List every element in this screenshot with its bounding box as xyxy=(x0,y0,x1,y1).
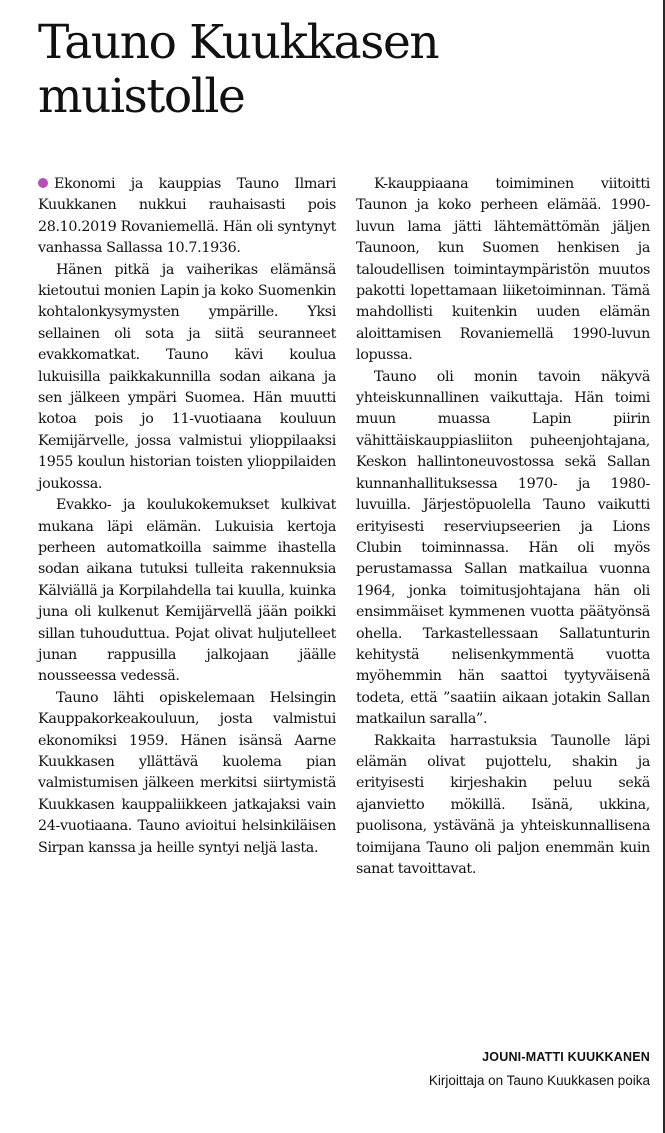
article-paragraph: Hänen pitkä ja vaiherikas elämänsä kietoutui monien Lapin ja koko Suomenkin kohtalonkysymysten ympärille. Yksi sellainen oli sota ja siitä seuranneet evakkomatkat. Tauno kävi koulua lukuisilla paikkakunnilla sodan aikana ja sen jälkeen ympäri Suomea. Hän muutti kotoa pois jo 11-vuotiaana kouluun Kemijärvelle, jossa valmistui ylioppilaaksi 1955 koulun historian toisten ylioppilaiden joukossa. xyxy=(38,261,336,492)
article-paragraph: Tauno oli monin tavoin näkyvä yhteiskunnallinen vaikuttaja. Hän toimi muun muassa Lapin piirin vähittäiskauppiasliiton puheenjohtajana, Keskon hallintoneuvostossa sekä Sallan kunnanhallituksessa 1970- ja 1980-luvuilla. Järjestöpuolella Tauno vaikutti erityisesti reserviupseerien ja Lions Clubin toiminnassa. Hän oli myös perustamassa Sallan matkailua vuonna 1964, jonka toimitusjohtajana hän oli ensimmäiset kymmenen vuotta päätyönsä ohella. Tarkastellessaan Sallatunturin kehitystä nelisenkymmentä vuotta myöhemmin hän saattoi tyytyväisenä todeta, että ”saatiin aikaan jotakin Sallan matkailun saralla”. xyxy=(356,368,650,728)
bullet-icon xyxy=(38,178,48,188)
article-paragraph: K-kauppiaana toimiminen viitoitti Taunon ja koko perheen elämää. 1990-luvun lama jätti lähtemättömän jäljen Taunoon, kun Suomen henkisen ja taloudellisen toimintaympäristön muutos pakotti lopettamaan liiketoiminnan. Tämä mahdollisti kuitenkin uuden elämän aloittamisen Rovaniemellä 1990-luvun lopussa. xyxy=(356,176,650,364)
author-byline: JOUNI-MATTI KUUKKANEN xyxy=(482,1050,650,1064)
article-paragraph xyxy=(38,174,336,260)
author-caption: Kirjoittaja on Tauno Kuukkasen poika xyxy=(428,1073,650,1088)
article-column-left xyxy=(38,174,336,859)
paragraph-text: Ekonomi ja kauppias Tauno Ilmari Kuukkanen nukkui rauhaisasti pois 28.10.2019 Rovaniemellä. Hän oli syntynyt vanhassa Sallassa 10.7.1936. xyxy=(38,176,336,257)
article-headline: Tauno Kuukkasen muistolle xyxy=(38,15,439,124)
article-column-right xyxy=(356,174,650,880)
article-paragraph: Tauno lähti opiskelemaan Helsingin Kauppakorkeakouluun, josta valmistui ekonomiksi 1959. Hänen isänsä Aarne Kuukkasen yllättävä kuolema pian valmistumisen jälkeen merkitsi siirtymistä Kuukkasen kauppaliikkeen jatkajaksi vain 24-vuotiaana. Tauno avioitui helsinkiläisen Sirpan kanssa ja heille syntyi neljä lasta. xyxy=(38,689,336,856)
article-paragraph: Rakkaita harrastuksia Taunolle läpi elämän olivat pujottelu, shakin ja erityisesti kirjeshakin peluu sekä ajanvietto mökillä. Isänä, ukkina, puolisona, ystävänä ja yhteiskunnallisena toimijana Tauno oli paljon enemmän kuin sanat tavoittavat. xyxy=(356,732,650,877)
article-paragraph: Evakko- ja koulukokemukset kulkivat mukana läpi elämän. Lukuisia kertoja perheen automatkoilla saimme ihastella sodan aikana tutuksi tulleita rakennuksia Kälviällä ja Korpilahdella tai kuulla, kuinka juna oli kulkenut Kemijärvellä jään poikki sillan tuhouduttua. Pojat olivat huljutelleet junan rappusilla jalkojaan jäälle nousseessa vedessä. xyxy=(38,497,336,685)
